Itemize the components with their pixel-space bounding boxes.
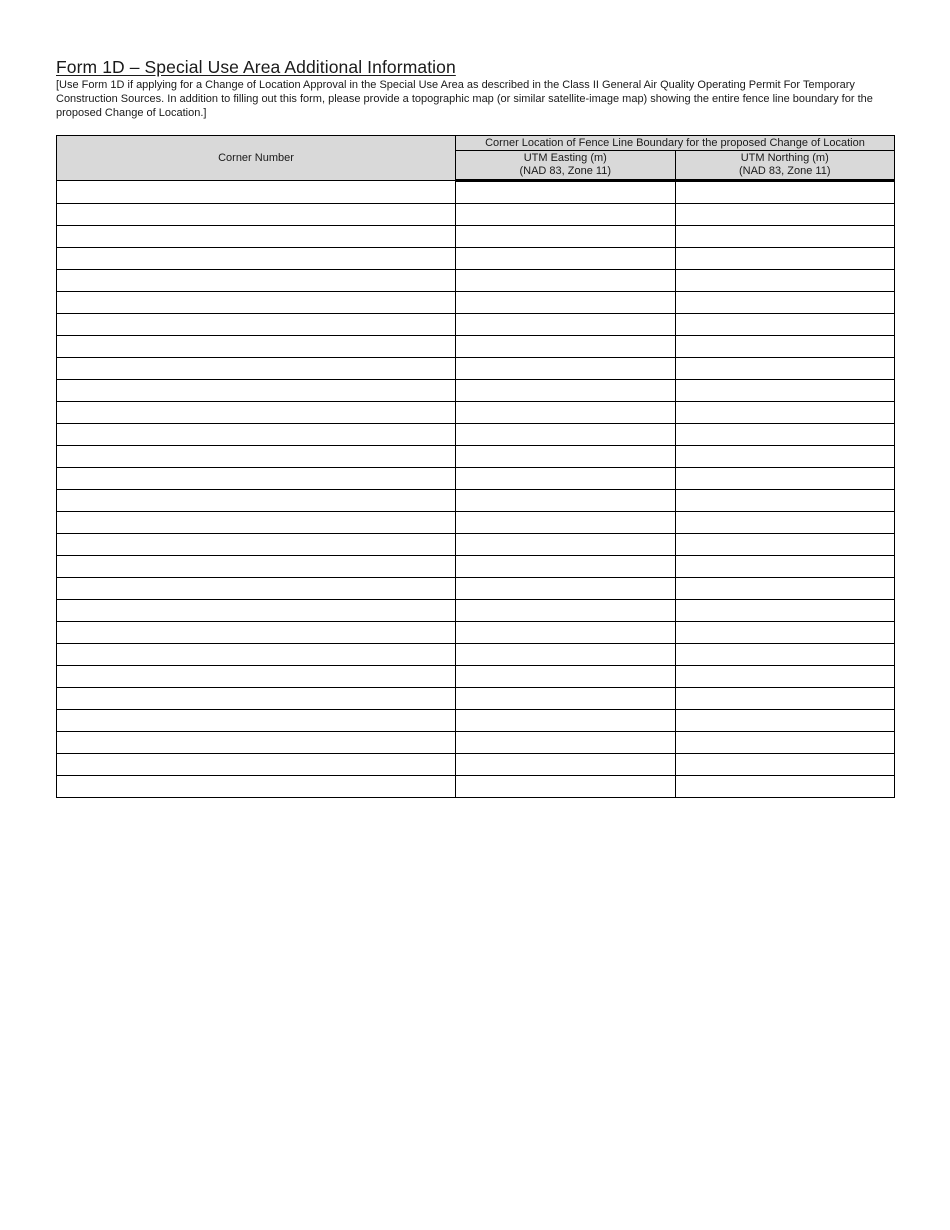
form-page <box>56 56 896 177</box>
utm-easting-cell[interactable] <box>456 534 676 556</box>
table-row <box>57 424 895 446</box>
utm-northing-cell[interactable] <box>675 424 895 446</box>
utm-northing-cell[interactable] <box>675 468 895 490</box>
corner-number-cell[interactable] <box>57 490 456 512</box>
corner-number-cell[interactable] <box>57 336 456 358</box>
utm-northing-cell[interactable] <box>675 336 895 358</box>
utm-northing-cell[interactable] <box>675 754 895 776</box>
corner-number-header: Corner Number <box>57 136 456 181</box>
utm-northing-cell[interactable] <box>675 512 895 534</box>
utm-northing-cell[interactable] <box>675 622 895 644</box>
corner-number-cell[interactable] <box>57 688 456 710</box>
utm-easting-cell[interactable] <box>456 226 676 248</box>
utm-easting-cell[interactable] <box>456 644 676 666</box>
corner-number-cell[interactable] <box>57 292 456 314</box>
table-row <box>57 490 895 512</box>
utm-northing-cell[interactable] <box>675 688 895 710</box>
corner-number-cell[interactable] <box>57 270 456 292</box>
utm-easting-cell[interactable] <box>456 600 676 622</box>
utm-northing-cell[interactable] <box>675 534 895 556</box>
corner-number-cell[interactable] <box>57 512 456 534</box>
utm-easting-cell[interactable] <box>456 358 676 380</box>
form-instructions: [Use Form 1D if applying for a Change of Location Approval in the Special Use Area as described in the Class II General Air Quality Operating Permit For Temporary Construction Sources. In addition to filling out this form, please provide a topographic map (or similar satellite-image map) showing the entire fence line boundary for the proposed Change of Location.] <box>56 79 873 119</box>
table-row <box>57 688 895 710</box>
table-row <box>57 204 895 226</box>
corner-number-cell[interactable] <box>57 402 456 424</box>
utm-easting-cell[interactable] <box>456 248 676 270</box>
utm-northing-cell[interactable] <box>675 292 895 314</box>
form-title: Form 1D – Special Use Area Additional Information <box>56 57 456 77</box>
corner-number-cell[interactable] <box>57 644 456 666</box>
table-row <box>57 644 895 666</box>
corner-number-cell[interactable] <box>57 776 456 798</box>
utm-northing-cell[interactable] <box>675 732 895 754</box>
corner-number-cell[interactable] <box>57 226 456 248</box>
utm-easting-cell[interactable] <box>456 380 676 402</box>
table-row <box>57 732 895 754</box>
utm-easting-cell[interactable] <box>456 776 676 798</box>
corner-number-cell[interactable] <box>57 710 456 732</box>
utm-easting-cell[interactable] <box>456 468 676 490</box>
utm-easting-cell[interactable] <box>456 314 676 336</box>
corner-number-cell[interactable] <box>57 380 456 402</box>
utm-easting-cell[interactable] <box>456 688 676 710</box>
table-row <box>57 622 895 644</box>
table-row <box>57 292 895 314</box>
utm-easting-cell[interactable] <box>456 270 676 292</box>
utm-northing-cell[interactable] <box>675 644 895 666</box>
table-row <box>57 534 895 556</box>
table-row <box>57 600 895 622</box>
utm-northing-cell[interactable] <box>675 248 895 270</box>
table-row <box>57 270 895 292</box>
utm-northing-cell[interactable] <box>675 358 895 380</box>
utm-northing-cell[interactable] <box>675 490 895 512</box>
corner-location-table <box>56 135 895 798</box>
corner-number-cell[interactable] <box>57 424 456 446</box>
utm-easting-cell[interactable] <box>456 204 676 226</box>
corner-number-cell[interactable] <box>57 468 456 490</box>
corner-number-cell[interactable] <box>57 578 456 600</box>
table-row <box>57 666 895 688</box>
corner-rows <box>57 181 895 798</box>
utm-northing-cell[interactable] <box>675 710 895 732</box>
table-row <box>57 710 895 732</box>
utm-northing-cell[interactable] <box>675 402 895 424</box>
corner-number-cell[interactable] <box>57 556 456 578</box>
utm-northing-cell[interactable] <box>675 226 895 248</box>
utm-easting-cell[interactable] <box>456 578 676 600</box>
utm-easting-cell[interactable] <box>456 512 676 534</box>
utm-northing-cell[interactable] <box>675 181 895 204</box>
corner-number-cell[interactable] <box>57 534 456 556</box>
utm-northing-cell[interactable] <box>675 776 895 798</box>
table-row <box>57 314 895 336</box>
utm-easting-cell[interactable] <box>456 710 676 732</box>
utm-northing-cell[interactable] <box>675 270 895 292</box>
utm-easting-cell[interactable] <box>456 754 676 776</box>
utm-easting-cell[interactable] <box>456 402 676 424</box>
table-row <box>57 512 895 534</box>
corner-number-cell[interactable] <box>57 358 456 380</box>
utm-easting-cell[interactable] <box>456 446 676 468</box>
utm-easting-cell[interactable] <box>456 490 676 512</box>
table-row <box>57 754 895 776</box>
utm-northing-cell[interactable] <box>675 446 895 468</box>
corner-number-cell[interactable] <box>57 314 456 336</box>
table-row <box>57 358 895 380</box>
table-row <box>57 776 895 798</box>
utm-northing-cell[interactable] <box>675 578 895 600</box>
corner-number-cell[interactable] <box>57 181 456 204</box>
corner-number-cell[interactable] <box>57 248 456 270</box>
corner-number-cell[interactable] <box>57 600 456 622</box>
utm-northing-cell[interactable] <box>675 666 895 688</box>
utm-easting-cell[interactable] <box>456 622 676 644</box>
utm-easting-label: UTM Easting (m) <box>523 152 607 164</box>
utm-northing-label: UTM Northing (m) <box>740 152 829 164</box>
utm-easting-cell[interactable] <box>456 336 676 358</box>
utm-easting-cell[interactable] <box>456 181 676 204</box>
utm-northing-cell[interactable] <box>675 314 895 336</box>
utm-easting-cell[interactable] <box>456 424 676 446</box>
utm-northing-cell[interactable] <box>675 600 895 622</box>
table-row <box>57 248 895 270</box>
utm-easting-cell[interactable] <box>456 292 676 314</box>
corner-location-group-header: Corner Location of Fence Line Boundary for the proposed Change of Location <box>456 136 895 151</box>
utm-northing-cell[interactable] <box>675 380 895 402</box>
corner-number-cell[interactable] <box>57 204 456 226</box>
table-row <box>57 226 895 248</box>
utm-northing-datum: (NAD 83, Zone 11) <box>738 165 831 177</box>
utm-easting-datum: (NAD 83, Zone 11) <box>519 165 611 177</box>
table-row <box>57 468 895 490</box>
utm-easting-cell[interactable] <box>456 556 676 578</box>
table-row <box>57 336 895 358</box>
utm-easting-header <box>456 151 676 181</box>
corner-number-cell[interactable] <box>57 666 456 688</box>
corner-number-cell[interactable] <box>57 754 456 776</box>
table-row <box>57 402 895 424</box>
table-row <box>57 380 895 402</box>
table-row <box>57 181 895 204</box>
corner-number-cell[interactable] <box>57 622 456 644</box>
utm-northing-header <box>675 151 895 181</box>
utm-northing-cell[interactable] <box>675 556 895 578</box>
corner-number-cell[interactable] <box>57 446 456 468</box>
table-row <box>57 556 895 578</box>
utm-northing-cell[interactable] <box>675 204 895 226</box>
table-row <box>57 446 895 468</box>
utm-easting-cell[interactable] <box>456 666 676 688</box>
table-row <box>57 578 895 600</box>
corner-number-cell[interactable] <box>57 732 456 754</box>
utm-easting-cell[interactable] <box>456 732 676 754</box>
